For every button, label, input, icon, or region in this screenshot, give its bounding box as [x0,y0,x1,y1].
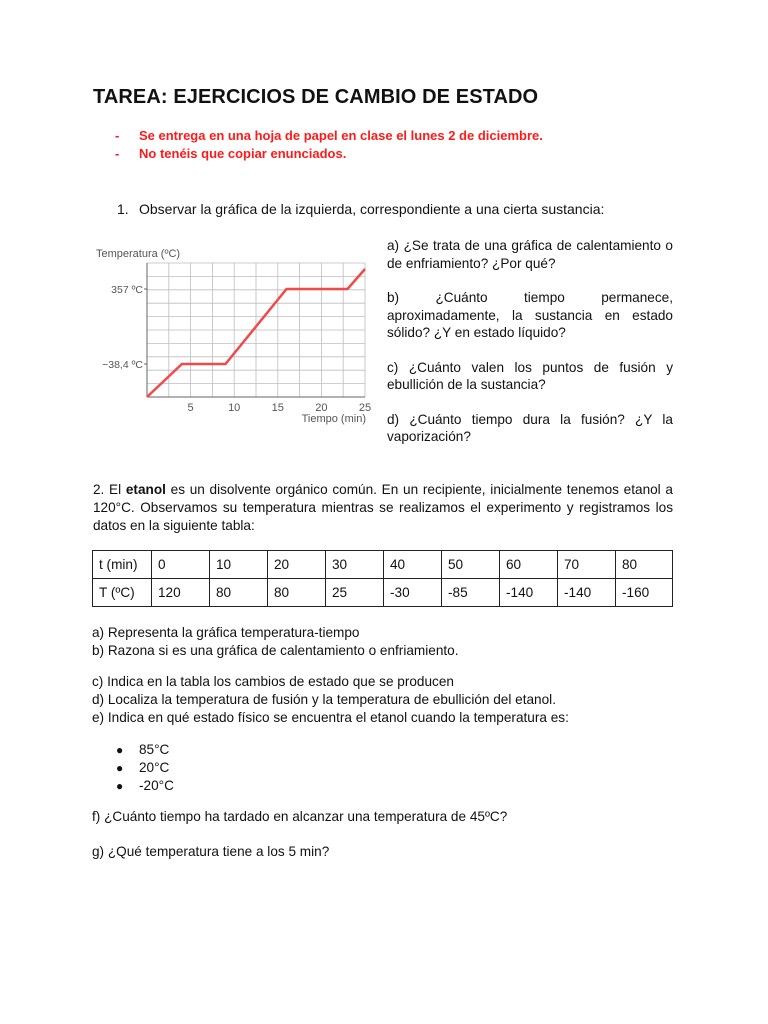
x-tick-label: 25 [358,402,372,414]
question-2-f: f) ¿Cuánto tiempo ha tardado en alcanzar una temperatura de 45ºC? [92,809,508,824]
heating-curve-chart [93,243,373,433]
chart-grid [147,263,365,397]
subquestion: c) ¿Cuánto valen los puntos de fusión y ebullición de la sustancia? [387,359,673,392]
intro-text: es un disolvente orgánico común. En un recipiente, inicialmente tenemos etanol a 120°C. Observamos su temperatura mientras se realizamos el experimento y registramos los datos en la siguiente tabla: [93,482,673,533]
table-cell: -140 [558,579,616,607]
table-cell: T (ºC) [93,579,152,607]
subquestion: b) Razona si es una gráfica de calentamiento o enfriamiento. [92,643,459,658]
table-cell: t (min) [93,551,152,579]
bullet-text: 20°C [139,760,170,775]
table-cell: 20 [268,551,326,579]
note-item [93,145,543,163]
table-cell: 120 [152,579,210,607]
note-text: No tenéis que copiar enunciados. [139,146,347,161]
x-tick-label: 10 [228,402,241,414]
x-axis-label: Tiempo (min) [301,413,366,425]
temperature-table [92,550,673,607]
subquestion: b) ¿Cuánto tiempo permanece, aproximadamente, la sustancia en estado sólido? ¿Y en estado líquido? [387,290,673,340]
bullet-text: -20°C [139,778,174,793]
table-cell: 60 [500,551,558,579]
page-title: TAREA: EJERCICIOS DE CAMBIO DE ESTADO [93,86,539,108]
table-cell: 30 [326,551,384,579]
question-1-heading [117,201,604,217]
table-cell: 10 [210,551,268,579]
temperature-bullets [116,741,174,795]
intro-text: 2. El [93,482,126,497]
bullet-dot: ● [116,743,124,757]
note-dash: - [115,128,120,143]
table-cell: 0 [152,551,210,579]
table-cell: 25 [326,579,384,607]
question-2-intro [93,481,673,535]
table-cell: 70 [558,551,616,579]
table-row [93,579,673,607]
bullet-dot: ● [116,761,124,775]
question-2-items-ce [92,673,569,727]
question-2-items-ab [92,624,459,660]
list-item [116,759,174,777]
x-tick-label: 15 [271,402,284,414]
subquestion: d) ¿Cuánto tiempo dura la fusión? ¿Y la vaporización? [387,411,673,444]
bullet-text: 85°C [139,742,170,757]
table-cell: 50 [442,551,500,579]
question-2-g: g) ¿Qué temperatura tiene a los 5 min? [92,844,330,859]
question-number: 1. [117,201,129,217]
table-cell: -30 [384,579,442,607]
chart-svg [93,243,373,433]
table-cell: 80 [210,579,268,607]
table-cell: 40 [384,551,442,579]
notes-list [93,127,543,163]
y-tick-label: 357 ºC [111,284,143,296]
x-tick-label: 20 [315,402,328,414]
subquestion: d) Localiza la temperatura de fusión y la temperatura de ebullición del etanol. [92,692,556,707]
subquestion: c) Indica en la tabla los cambios de estado que se producen [92,674,454,689]
subquestion: e) Indica en qué estado físico se encuentra el etanol cuando la temperatura es: [92,710,569,725]
question-text: Observar la gráfica de la izquierda, correspondiente a una cierta sustancia: [139,201,605,217]
table-cell: -160 [616,579,673,607]
list-item [116,741,174,759]
table-cell: -140 [500,579,558,607]
intro-bold-word: etanol [125,482,166,497]
list-item [116,777,174,795]
x-tick-label: 5 [187,402,194,414]
subquestion: a) ¿Se trata de una gráfica de calentamiento o de enfriamiento? ¿Por qué? [387,238,673,271]
table-cell: 80 [268,579,326,607]
table-row [93,551,673,579]
y-tick-label: −38,4 ºC [102,359,143,371]
bullet-dot: ● [116,779,124,793]
table-cell: 80 [616,551,673,579]
subquestion: a) Representa la gráfica temperatura-tiempo [92,625,360,640]
y-axis-label: Temperatura (ºC) [96,248,181,260]
note-dash: - [115,146,120,161]
note-text: Se entrega en una hoja de papel en clase el lunes 2 de diciembre. [139,128,543,143]
note-item [93,127,543,145]
question-1-subquestions [387,237,673,463]
table-cell: -85 [442,579,500,607]
